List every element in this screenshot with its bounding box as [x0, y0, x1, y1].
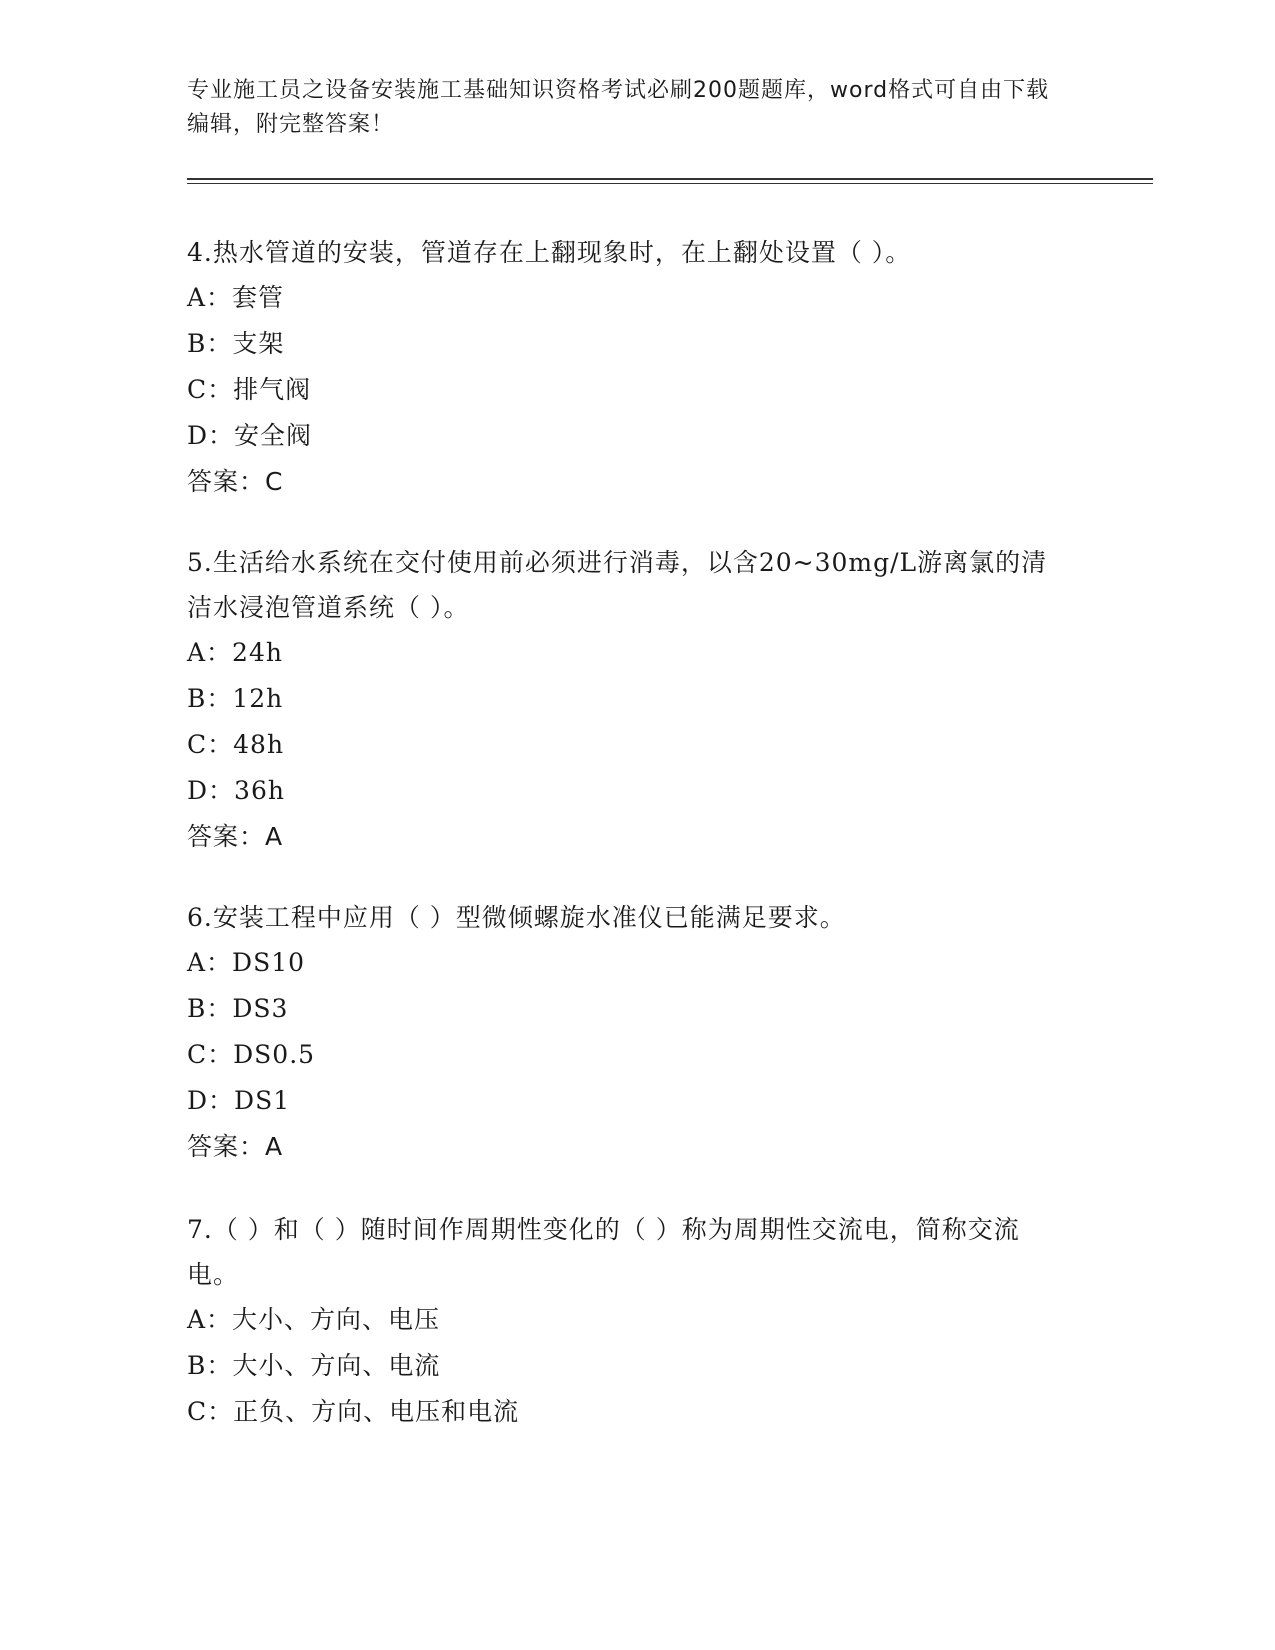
option-d: D：DS1: [187, 1086, 291, 1115]
question-text: 6.安装工程中应用（ ）型微倾螺旋水准仪已能满足要求。: [187, 903, 846, 932]
option-d: D：36h: [187, 776, 285, 805]
option-b: B：大小、方向、电流: [187, 1351, 441, 1380]
answer-line: 答案：A: [187, 1132, 284, 1161]
option-a: A：大小、方向、电压: [187, 1305, 441, 1334]
header-divider: [187, 178, 1153, 180]
option-a: A：套管: [187, 283, 285, 312]
option-a: A：DS10: [187, 948, 306, 977]
question-text: 5.生活给水系统在交付使用前必须进行消毒，以含20~30mg/L游离氯的清洁水浸泡管道系统（ ）。: [187, 548, 1048, 622]
question-5: [187, 540, 1067, 860]
question-4: [187, 230, 1067, 505]
option-b: B：12h: [187, 684, 284, 713]
option-b: B：支架: [187, 329, 285, 358]
header-divider-thin: [187, 183, 1153, 184]
option-a: A：24h: [187, 638, 283, 667]
answer-line: 答案：A: [187, 822, 284, 851]
question-text: 4.热水管道的安装，管道存在上翻现象时，在上翻处设置（ ）。: [187, 238, 912, 267]
question-7: [187, 1207, 1067, 1435]
option-c: C：排气阀: [187, 375, 312, 404]
option-b: B：DS3: [187, 994, 289, 1023]
document-header: 专业施工员之设备安装施工基础知识资格考试必刷200题题库，word格式可自由下载编辑，附完整答案！: [187, 78, 1050, 137]
option-d: D：安全阀: [187, 421, 313, 450]
question-6: [187, 895, 1067, 1170]
option-c: C：48h: [187, 730, 285, 759]
answer-line: 答案：C: [187, 467, 284, 496]
question-text: 7.（ ）和（ ）随时间作周期性变化的（ ）称为周期性交流电，简称交流电。: [187, 1215, 1020, 1289]
option-c: C：正负、方向、电压和电流: [187, 1397, 520, 1426]
option-c: C：DS0.5: [187, 1040, 316, 1069]
